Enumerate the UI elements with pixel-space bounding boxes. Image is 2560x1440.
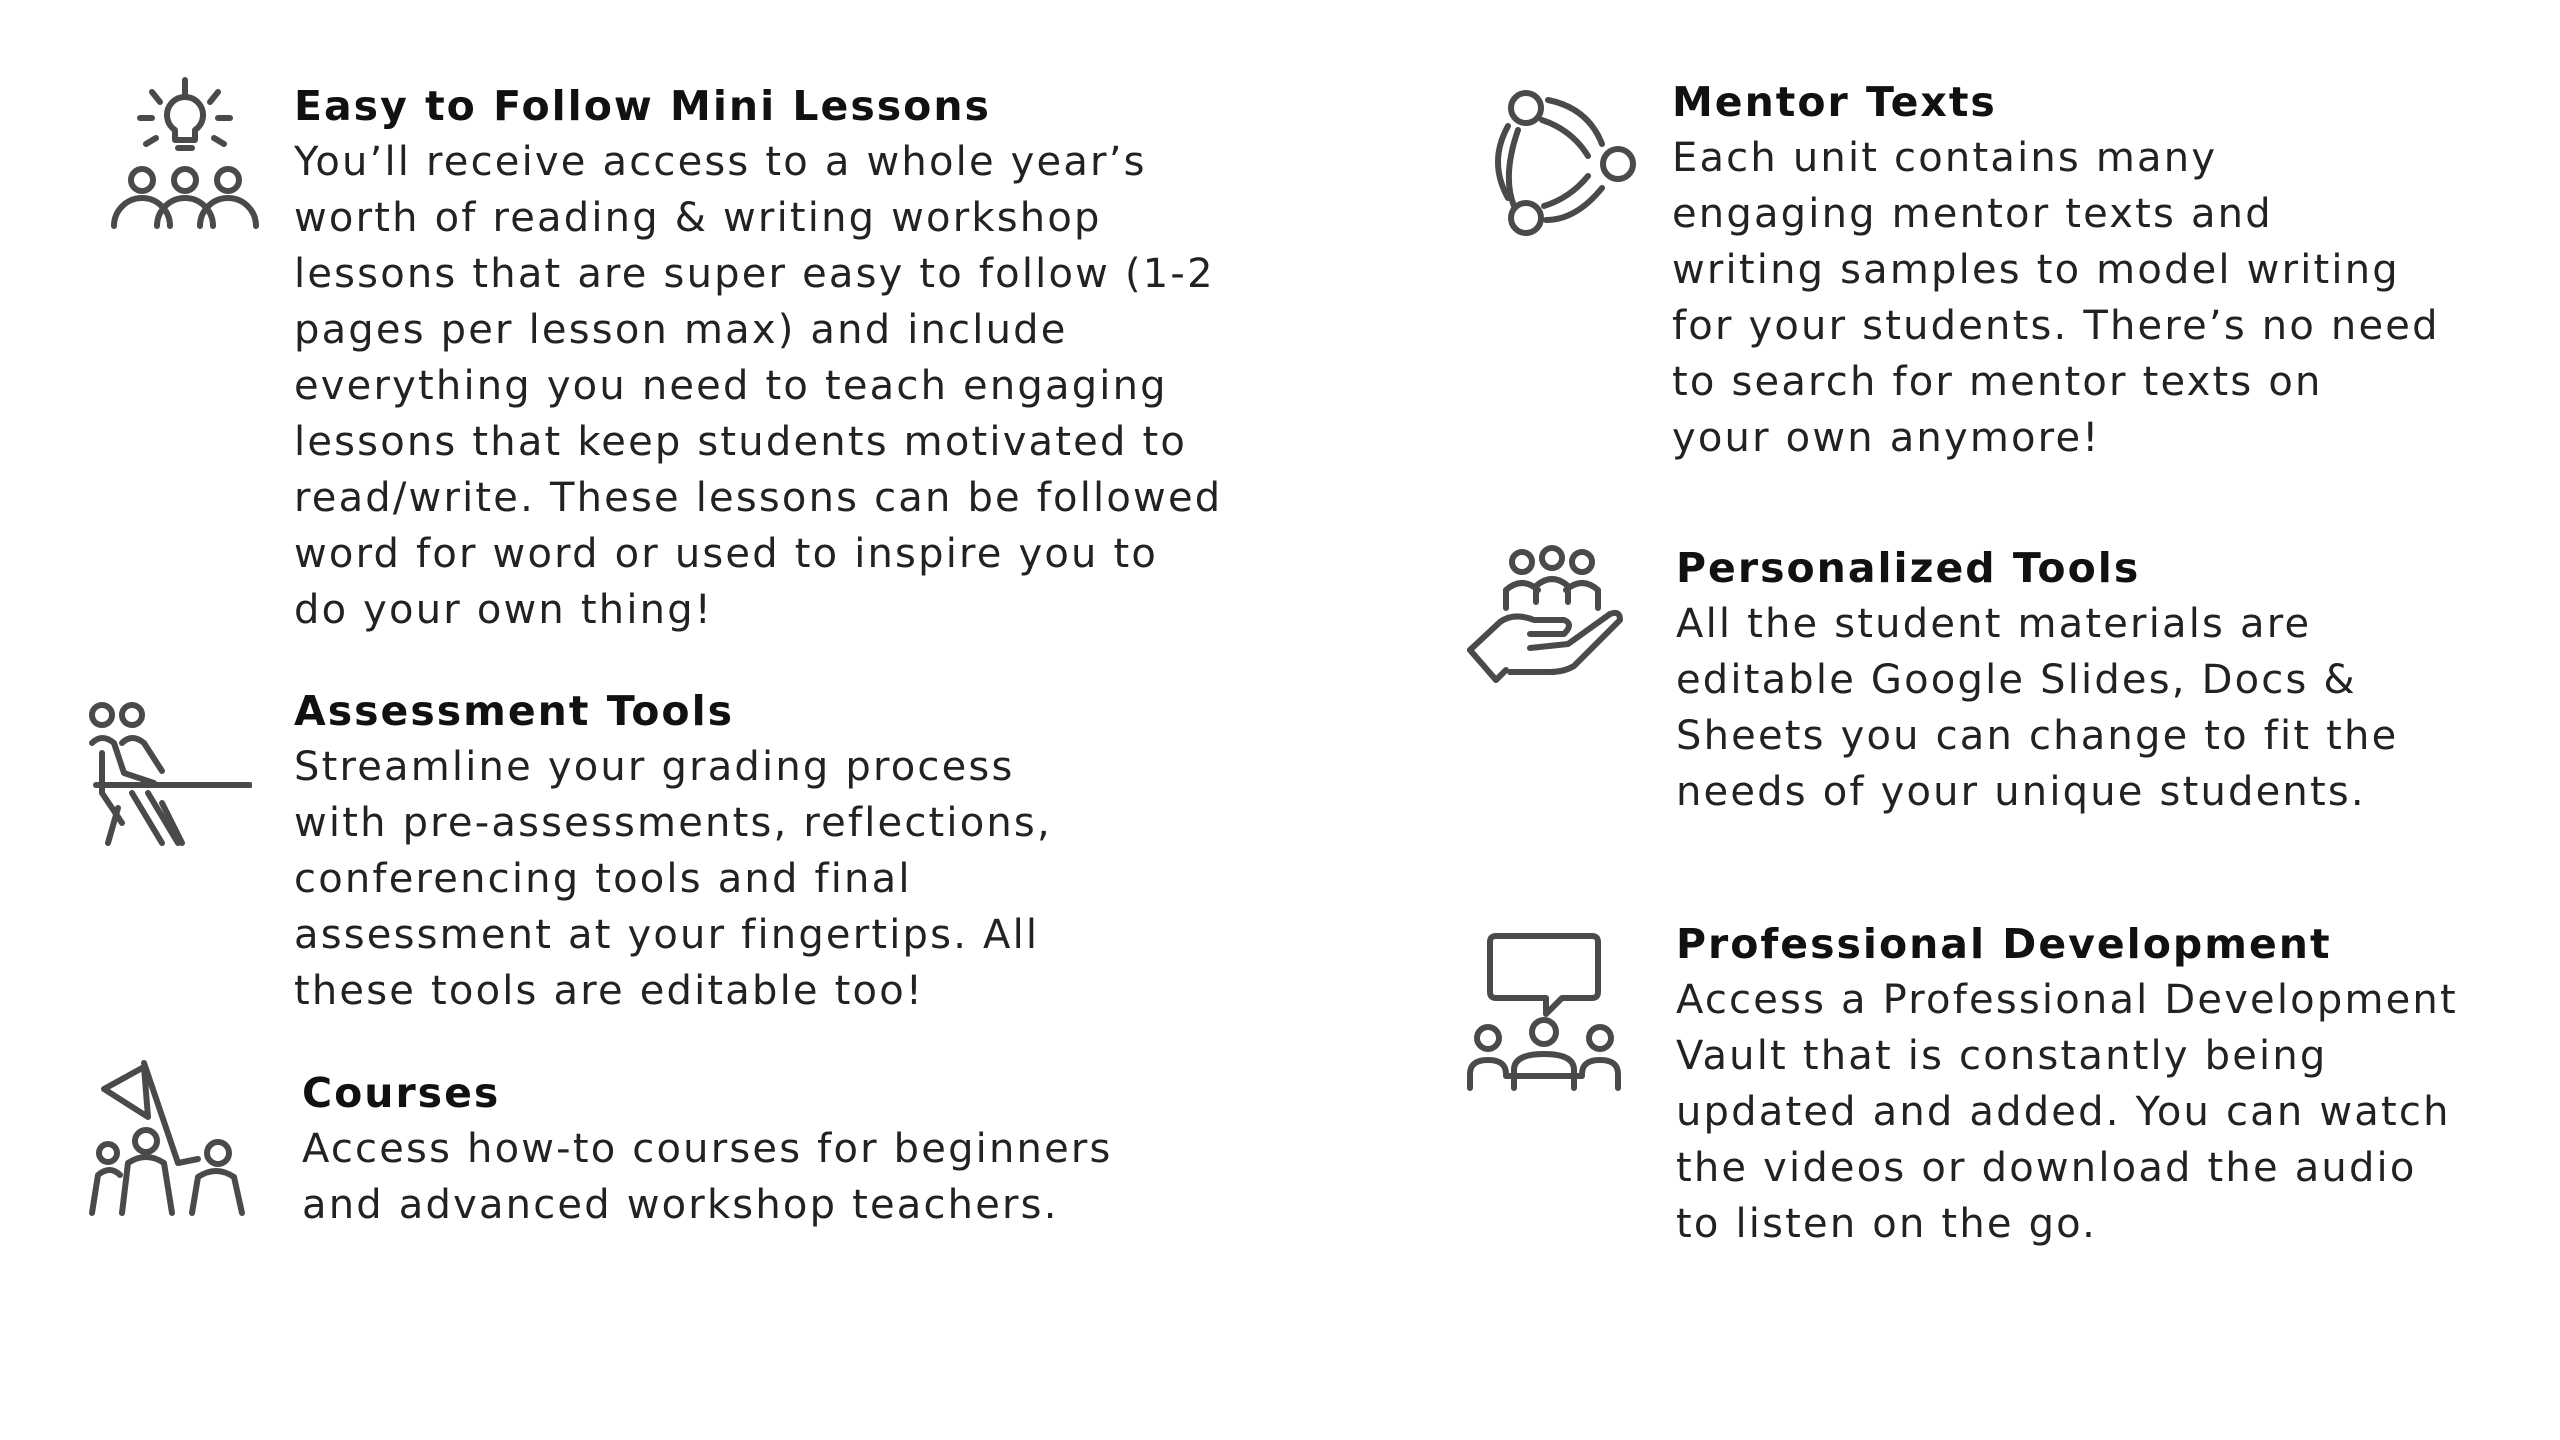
circle-people-icon	[1476, 76, 1646, 246]
feature-mentor-texts	[1460, 74, 2560, 494]
feature-body: Each unit contains many engaging mentor texts and writing samples to model writing for your students. There’s no need to search for mentor texts on your own anymore!	[1672, 135, 2440, 461]
feature-title: Personalized Tools	[1676, 544, 2141, 592]
feature-personalized-tools	[1460, 540, 2560, 860]
feature-body: Access a Professional Development Vault that is constantly being updated and added. You can watch the videos or download the audio to listen on the go.	[1676, 977, 2458, 1247]
feature-body: You’ll receive access to a whole year’s worth of reading & writing workshop lessons that are super easy to follow (1-2 pages per lesson max) and include everything you need to teach engaging lessons that keep students motivated to read/write. These lessons can be followed word for word or used to inspire you to do your own thing!	[294, 139, 1223, 633]
flag-team-icon	[82, 1053, 252, 1223]
feature-title: Easy to Follow Mini Lessons	[294, 82, 991, 130]
feature-text	[1672, 74, 2552, 466]
feature-courses	[0, 1065, 1300, 1245]
lightbulb-group-icon	[100, 68, 270, 238]
feature-body: Access how-to courses for beginners and advanced workshop teachers.	[302, 1126, 1113, 1228]
tug-of-war-icon	[82, 693, 252, 863]
feature-body: All the student materials are editable Google Slides, Docs & Sheets you can change to fit the needs of your unique students.	[1676, 601, 2399, 815]
feature-title: Professional Development	[1676, 920, 2332, 968]
feature-text	[1676, 916, 2556, 1252]
feature-text	[302, 1065, 1302, 1233]
feature-professional-development	[1460, 916, 2560, 1276]
feature-body: Streamline your grading process with pre-assessments, reflections, conferencing tools and final assessment at your fingertips. All these tools are editable too!	[294, 744, 1052, 1014]
feature-title: Mentor Texts	[1672, 78, 1997, 126]
feature-mini-lessons	[0, 78, 1300, 638]
feature-assessment-tools	[0, 683, 1300, 1014]
feature-text	[1676, 540, 2556, 820]
meeting-speech-icon	[1460, 926, 1630, 1096]
hand-people-icon	[1460, 538, 1630, 708]
feature-text	[294, 683, 1294, 1019]
feature-text	[294, 78, 1294, 638]
feature-title: Assessment Tools	[294, 687, 735, 735]
feature-title: Courses	[302, 1069, 501, 1117]
